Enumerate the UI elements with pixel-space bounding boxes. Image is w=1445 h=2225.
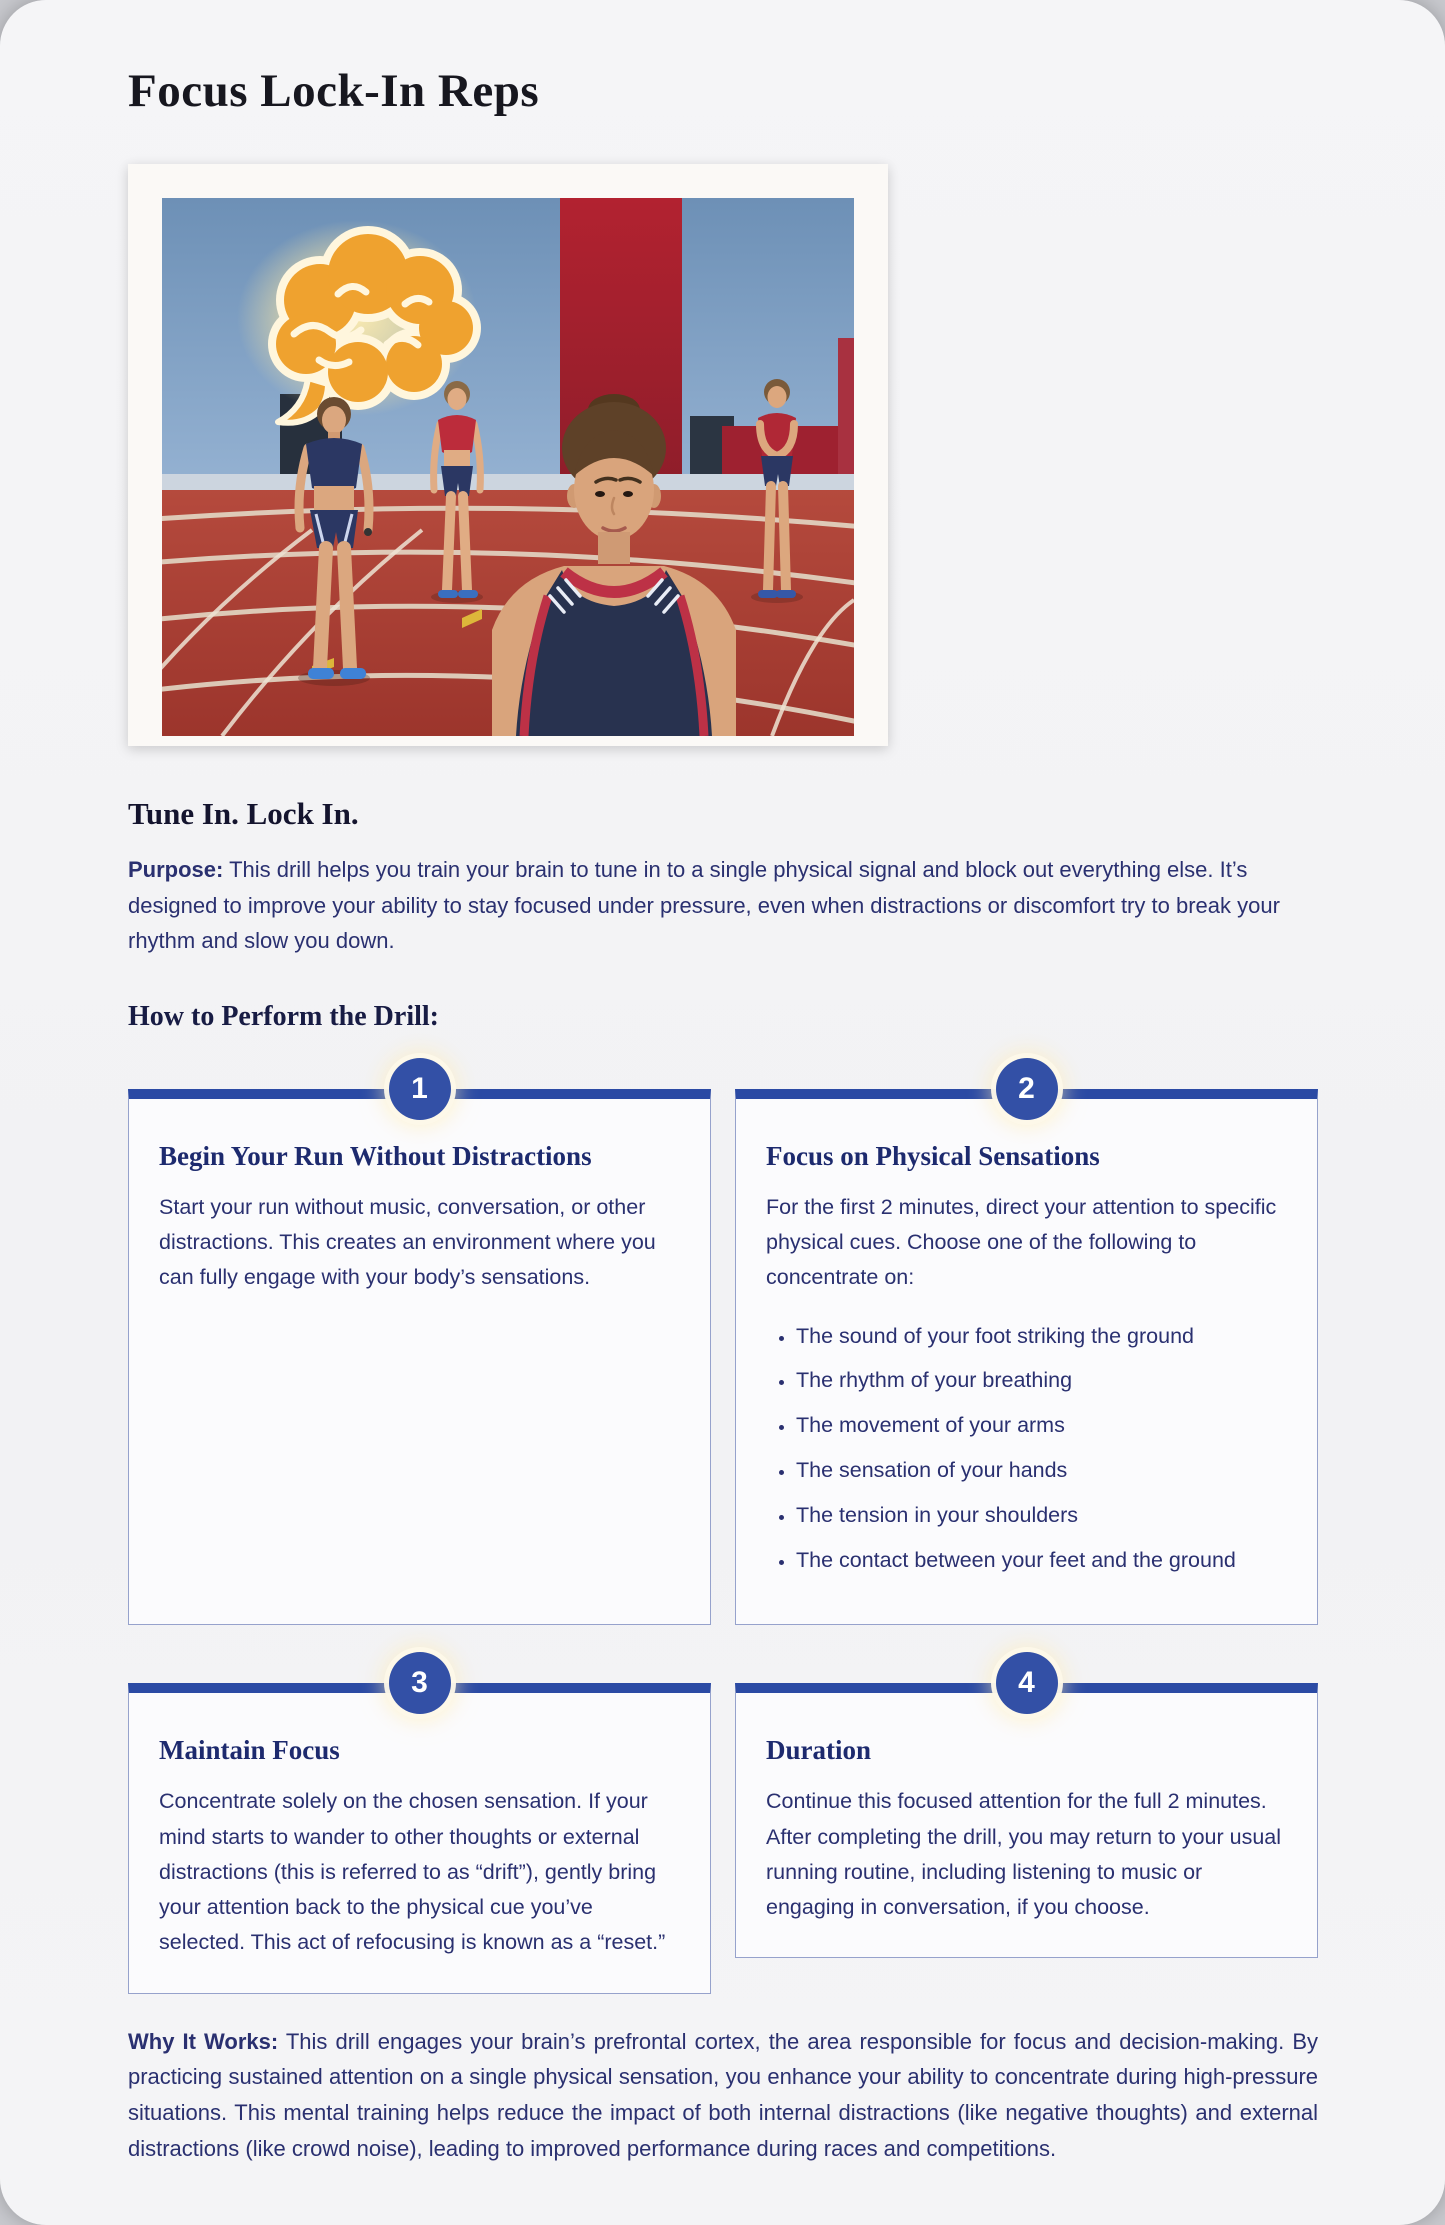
step-body: Continue this focused attention for the full 2 minutes. After completing the drill, you may return to your usual running routine, including listening to music or engaging in conversation, if you choose. xyxy=(766,1789,1282,1920)
sensation-cue-list xyxy=(766,1324,1287,1574)
section-heading-tune-in: Tune In. Lock In. xyxy=(128,796,359,831)
list-item: • The sensation of your hands xyxy=(796,1458,1287,1484)
step-number-badge: 2 xyxy=(996,1058,1058,1120)
step-title: Focus on Physical Sensations xyxy=(766,1140,1100,1171)
list-item: • The tension in your shoulders xyxy=(796,1503,1287,1529)
step-body: For the first 2 minutes, direct your attention to specific physical cues. Choose one of the following to concentrate on: xyxy=(766,1194,1277,1290)
step-card-1 xyxy=(128,1071,711,1626)
step-card-4 xyxy=(735,1666,1318,1958)
hero-image xyxy=(128,164,888,746)
step-body: Start your run without music, conversation, or other distractions. This creates an environment where you can fully engage with your body’s sensations. xyxy=(159,1194,656,1290)
section-heading-how-to: How to Perform the Drill: xyxy=(128,1000,439,1032)
list-item: • The sound of your foot striking the ground xyxy=(796,1324,1287,1350)
step-number-badge: 4 xyxy=(996,1652,1058,1714)
purpose-paragraph xyxy=(128,852,1318,959)
step-title: Duration xyxy=(766,1735,872,1766)
step-card-3 xyxy=(128,1666,711,1993)
hero-illustration xyxy=(162,198,854,736)
purpose-label: Purpose: xyxy=(128,857,224,882)
step-number-badge: 3 xyxy=(389,1652,451,1714)
purpose-text: This drill helps you train your brain to tune in to a single physical signal and block out everything else. It’s designed to improve your ability to stay focused under pressure, even when distractions or discomfort try to break your rhythm and slow you down. xyxy=(128,857,1280,954)
list-item: • The movement of your arms xyxy=(796,1413,1287,1439)
step-body: Concentrate solely on the chosen sensation. If your mind starts to wander to other thoughts or external distractions (this is referred to as “drift”), gently bring your attention back to the physical cue you’ve selected. This act of refocusing is known as a “reset.” xyxy=(159,1789,666,1955)
step-card-2 xyxy=(735,1071,1318,1626)
list-item: • The rhythm of your breathing xyxy=(796,1368,1287,1394)
why-it-works-label: Why It Works: xyxy=(128,2028,279,2054)
step-number-badge: 1 xyxy=(389,1058,451,1120)
page-title: Focus Lock-In Reps xyxy=(128,65,540,117)
steps-row-2 xyxy=(128,1666,1318,1993)
step-title: Begin Your Run Without Distractions xyxy=(159,1140,592,1171)
why-it-works-paragraph xyxy=(128,2024,1318,2167)
why-it-works-text: This drill engages your brain’s prefrontal cortex, the area responsible for focus and decision-making. By practicing sustained attention on a single physical sensation, you enhance your ability to concentrate during high-pressure situations. This mental training helps reduce the impact of both internal distractions (like negative thoughts) and external distractions (like crowd noise), leading to improved performance during races and competitions. xyxy=(128,2028,1319,2161)
steps-row-1 xyxy=(128,1071,1318,1626)
list-item: • The contact between your feet and the ground xyxy=(796,1548,1287,1574)
step-title: Maintain Focus xyxy=(159,1735,340,1766)
